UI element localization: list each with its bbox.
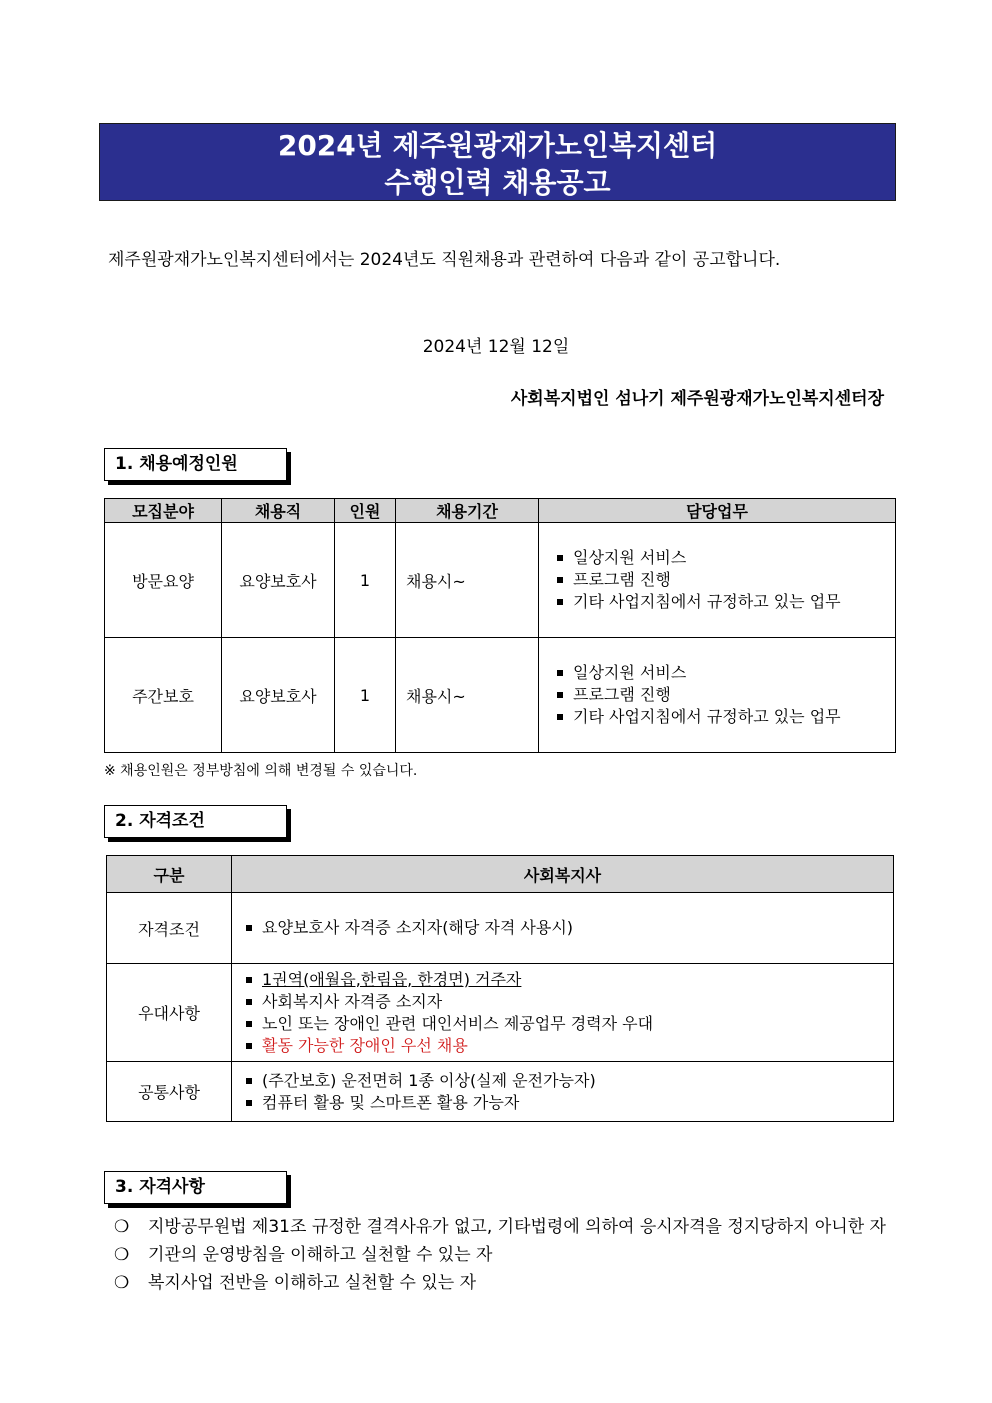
duties-cell — [539, 638, 896, 753]
table-row — [107, 964, 894, 1062]
signature: 사회복지법인 섬나기 제주원광재가노인복지센터장 — [510, 389, 884, 409]
header-period: 채용기간 — [396, 499, 539, 523]
list-item: 기타 사업지침에서 규정하고 있는 업무 — [551, 591, 895, 613]
item-text: 복지사업 전반을 이해하고 실천할 수 있는 자 — [148, 1273, 477, 1293]
period-cell: 채용시~ — [396, 523, 539, 638]
list-item: (주간보호) 운전면허 1종 이상(실제 운전가능자) — [240, 1070, 893, 1092]
row-label: 우대사항 — [107, 964, 232, 1062]
section-3-heading: 3. 자격사항 — [104, 1171, 287, 1204]
title-line-2: 수행인력 채용공고 — [384, 166, 611, 199]
notice-date: 2024년 12월 12일 — [422, 337, 570, 357]
field-cell: 주간보호 — [105, 638, 222, 753]
intro-paragraph: 제주원광재가노인복지센터에서는 2024년도 직원채용과 관련하여 다음과 같이 공고합니다. — [108, 250, 781, 270]
duties-list — [551, 662, 895, 728]
section-2-heading: 2. 자격조건 — [104, 805, 287, 838]
circle-bullet-icon: ❍ — [114, 1273, 130, 1293]
header-job: 채용직 — [222, 499, 335, 523]
circle-bullet-icon: ❍ — [114, 1245, 130, 1265]
count-cell: 1 — [335, 523, 396, 638]
header-social-worker: 사회복지사 — [232, 856, 894, 893]
row-content — [232, 964, 894, 1062]
recruitment-table — [104, 498, 896, 753]
job-cell: 요양보호사 — [222, 638, 335, 753]
table-row — [105, 523, 896, 638]
row-content — [232, 1062, 894, 1122]
list-item: 일상지원 서비스 — [551, 662, 895, 684]
qualification-table-header — [107, 856, 894, 893]
row-label: 공통사항 — [107, 1062, 232, 1122]
common-list — [240, 1070, 893, 1114]
list-item: 프로그램 진행 — [551, 569, 895, 591]
duties-list — [551, 547, 895, 613]
header-field: 모집분야 — [105, 499, 222, 523]
list-item — [114, 1214, 898, 1240]
list-item — [114, 1242, 898, 1268]
header-category: 구분 — [107, 856, 232, 893]
recruitment-note: ※ 채용인원은 정부방침에 의해 변경될 수 있습니다. — [104, 763, 418, 779]
list-item: 사회복지사 자격증 소지자 — [240, 991, 893, 1013]
circle-bullet-icon: ❍ — [114, 1217, 130, 1237]
preference-list — [240, 969, 893, 1057]
table-row — [105, 638, 896, 753]
recruitment-table-header — [105, 499, 896, 523]
eligibility-list — [114, 1214, 898, 1298]
duties-cell — [539, 523, 896, 638]
header-count: 인원 — [335, 499, 396, 523]
list-item: 기타 사업지침에서 규정하고 있는 업무 — [551, 706, 895, 728]
list-item: 노인 또는 장애인 관련 대인서비스 제공업무 경력자 우대 — [240, 1013, 893, 1035]
table-row — [107, 893, 894, 964]
list-item: 요양보호사 자격증 소지자(해당 자격 사용시) — [240, 917, 893, 939]
qualification-list — [240, 917, 893, 939]
qualification-table — [106, 855, 894, 1122]
notice-title-banner — [99, 123, 896, 201]
job-cell: 요양보호사 — [222, 523, 335, 638]
table-row — [107, 1062, 894, 1122]
row-content — [232, 893, 894, 964]
header-duties: 담당업무 — [539, 499, 896, 523]
title-line-1: 2024년 제주원광재가노인복지센터 — [277, 129, 718, 162]
list-item: 1권역(애월읍,한림읍, 한경면) 거주자 — [240, 969, 893, 991]
item-text: 기관의 운영방침을 이해하고 실천할 수 있는 자 — [148, 1245, 493, 1265]
item-text: 지방공무원법 제31조 규정한 결격사유가 없고, 기타법령에 의하여 응시자격을 정지당하지 아니한 자 — [148, 1217, 886, 1237]
period-cell: 채용시~ — [396, 638, 539, 753]
field-cell: 방문요양 — [105, 523, 222, 638]
section-1-heading: 1. 채용예정인원 — [104, 448, 287, 481]
count-cell: 1 — [335, 638, 396, 753]
list-item: 일상지원 서비스 — [551, 547, 895, 569]
list-item: 프로그램 진행 — [551, 684, 895, 706]
list-item: 활동 가능한 장애인 우선 채용 — [240, 1035, 893, 1057]
row-label: 자격조건 — [107, 893, 232, 964]
list-item: 컴퓨터 활용 및 스마트폰 활용 가능자 — [240, 1092, 893, 1114]
list-item — [114, 1270, 898, 1296]
